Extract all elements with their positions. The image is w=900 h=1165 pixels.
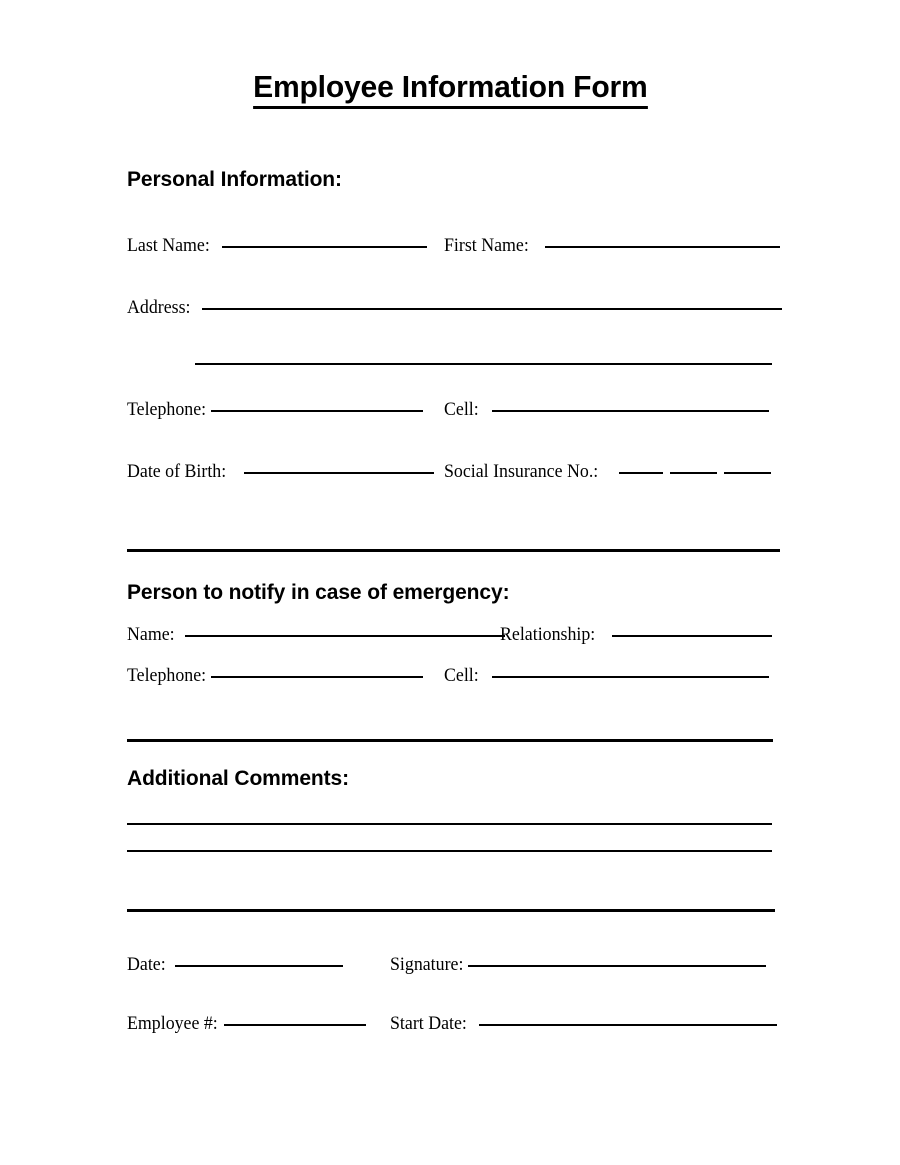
field-emergency-cell xyxy=(444,665,769,687)
field-date-of-birth xyxy=(127,461,434,483)
field-label-date-of-birth: Date of Birth: xyxy=(127,461,227,482)
input-line-comments-1[interactable] xyxy=(127,823,772,825)
input-line-emergency-cell[interactable] xyxy=(492,676,769,678)
field-employee-number xyxy=(127,1013,366,1035)
input-line-last-name[interactable] xyxy=(222,246,427,248)
field-emergency-relationship xyxy=(500,624,772,646)
field-label-emergency-cell: Cell: xyxy=(444,665,479,686)
input-line-address-2[interactable] xyxy=(195,363,772,365)
input-line-sin-part-1[interactable] xyxy=(619,472,663,474)
input-line-signature[interactable] xyxy=(468,965,766,967)
field-social-insurance-no xyxy=(444,461,771,483)
input-line-date-of-birth[interactable] xyxy=(244,472,434,474)
field-label-start-date: Start Date: xyxy=(390,1013,467,1034)
input-line-emergency-name[interactable] xyxy=(185,635,505,637)
input-line-emergency-telephone[interactable] xyxy=(211,676,423,678)
field-emergency-name xyxy=(127,624,505,646)
field-label-social-insurance-no: Social Insurance No.: xyxy=(444,461,599,482)
field-label-telephone: Telephone: xyxy=(127,399,207,420)
input-line-comments-2[interactable] xyxy=(127,850,772,852)
input-line-sin-part-2[interactable] xyxy=(670,472,717,474)
section-heading-emergency-contact: Person to notify in case of emergency: xyxy=(127,581,510,604)
field-last-name xyxy=(127,235,427,257)
field-date xyxy=(127,954,343,976)
field-label-signature: Signature: xyxy=(390,954,464,975)
field-cell xyxy=(444,399,769,421)
section-divider-2 xyxy=(127,739,773,742)
section-divider-1 xyxy=(127,549,780,552)
input-line-emergency-relationship[interactable] xyxy=(612,635,772,637)
field-signature xyxy=(390,954,766,976)
section-divider-3 xyxy=(127,909,775,912)
page-title: Employee Information Form xyxy=(253,70,647,109)
field-first-name xyxy=(444,235,780,257)
input-line-date[interactable] xyxy=(175,965,343,967)
field-label-emergency-telephone: Telephone: xyxy=(127,665,207,686)
field-label-emergency-relationship: Relationship: xyxy=(500,624,596,645)
field-label-employee-number: Employee #: xyxy=(127,1013,218,1034)
input-line-employee-number[interactable] xyxy=(224,1024,366,1026)
page-title-container xyxy=(0,70,900,109)
input-line-address-1[interactable] xyxy=(202,308,782,310)
field-start-date xyxy=(390,1013,777,1035)
field-telephone xyxy=(127,399,423,421)
input-line-sin-part-3[interactable] xyxy=(724,472,771,474)
section-heading-additional-comments: Additional Comments: xyxy=(127,767,349,790)
field-address xyxy=(127,297,782,319)
section-heading-personal-information: Personal Information: xyxy=(127,168,342,191)
field-label-emergency-name: Name: xyxy=(127,624,175,645)
input-line-telephone[interactable] xyxy=(211,410,423,412)
input-line-first-name[interactable] xyxy=(545,246,780,248)
field-emergency-telephone xyxy=(127,665,423,687)
field-label-last-name: Last Name: xyxy=(127,235,210,256)
input-line-start-date[interactable] xyxy=(479,1024,777,1026)
input-line-cell[interactable] xyxy=(492,410,769,412)
field-label-cell: Cell: xyxy=(444,399,479,420)
field-label-date: Date: xyxy=(127,954,166,975)
field-label-first-name: First Name: xyxy=(444,235,529,256)
field-label-address: Address: xyxy=(127,297,191,318)
